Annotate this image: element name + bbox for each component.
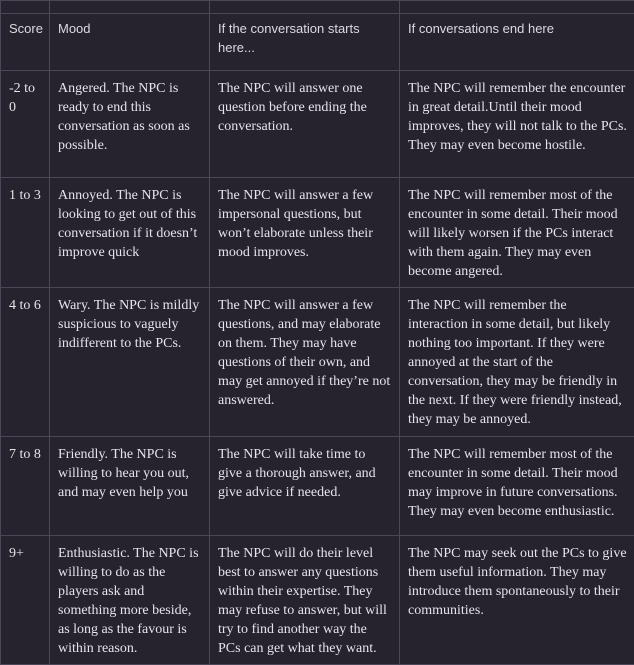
mood-cell: Enthusiastic. The NPC is willing to do as the players ask and something more beside, as long as the favour is within reason. [50,536,210,665]
header-mood: Mood [50,14,210,71]
table-row [1,71,634,178]
mood-cell: Annoyed. The NPC is looking to get out of this conversation if it doesn’t improve quick [50,178,210,288]
empty-cell [50,1,210,14]
ends-cell: The NPC will remember the interaction in some detail, but likely nothing too important. If they were annoyed at the start of the conversation, they may be friendly in the next. If they were friendly instead, they may be annoyed. [400,288,634,437]
score-cell: 9+ [1,536,50,665]
starts-cell: The NPC will answer one question before ending the conversation. [210,71,400,178]
header-conversation-ends: If conversations end here [400,14,634,71]
mood-cell: Friendly. The NPC is willing to hear you out, and may even help you [50,437,210,536]
starts-cell: The NPC will answer a few questions, and may elaborate on them. They may have questions of their own, and may get annoyed if they’re not answered. [210,288,400,437]
header-score: Score [1,14,50,71]
empty-cell [1,1,50,14]
mood-cell: Wary. The NPC is mildly suspicious to vaguely indifferent to the PCs. [50,288,210,437]
score-cell: 4 to 6 [1,288,50,437]
ends-cell: The NPC may seek out the PCs to give them useful information. They may introduce them spontaneously to their communities. [400,536,634,665]
ends-cell: The NPC will remember the encounter in great detail.Until their mood improves, they will not talk to the PCs. They may even become hostile. [400,71,634,178]
ends-cell: The NPC will remember most of the encounter in some detail. Their mood will likely worsen if the PCs interact with them again. They may even become angered. [400,178,634,288]
header-row [1,14,634,71]
starts-cell: The NPC will answer a few impersonal questions, but won’t elaborate unless their mood improves. [210,178,400,288]
mood-cell: Angered. The NPC is ready to end this conversation as soon as possible. [50,71,210,178]
score-cell: -2 to 0 [1,71,50,178]
table-row [1,288,634,437]
score-cell: 1 to 3 [1,178,50,288]
starts-cell: The NPC will do their level best to answer any questions within their expertise. They may refuse to answer, but will try to find another way the PCs can get what they want. [210,536,400,665]
header-conversation-starts: If the conversation starts here... [210,14,400,71]
starts-cell: The NPC will take time to give a thorough answer, and give advice if needed. [210,437,400,536]
table-row [1,178,634,288]
score-cell: 7 to 8 [1,437,50,536]
table-row [1,437,634,536]
ends-cell: The NPC will remember most of the encounter in some detail. Their mood may improve in future conversations. They may even become enthusiastic. [400,437,634,536]
empty-top-row [1,1,634,14]
empty-cell [400,1,634,14]
empty-cell [210,1,400,14]
table-row [1,536,634,665]
